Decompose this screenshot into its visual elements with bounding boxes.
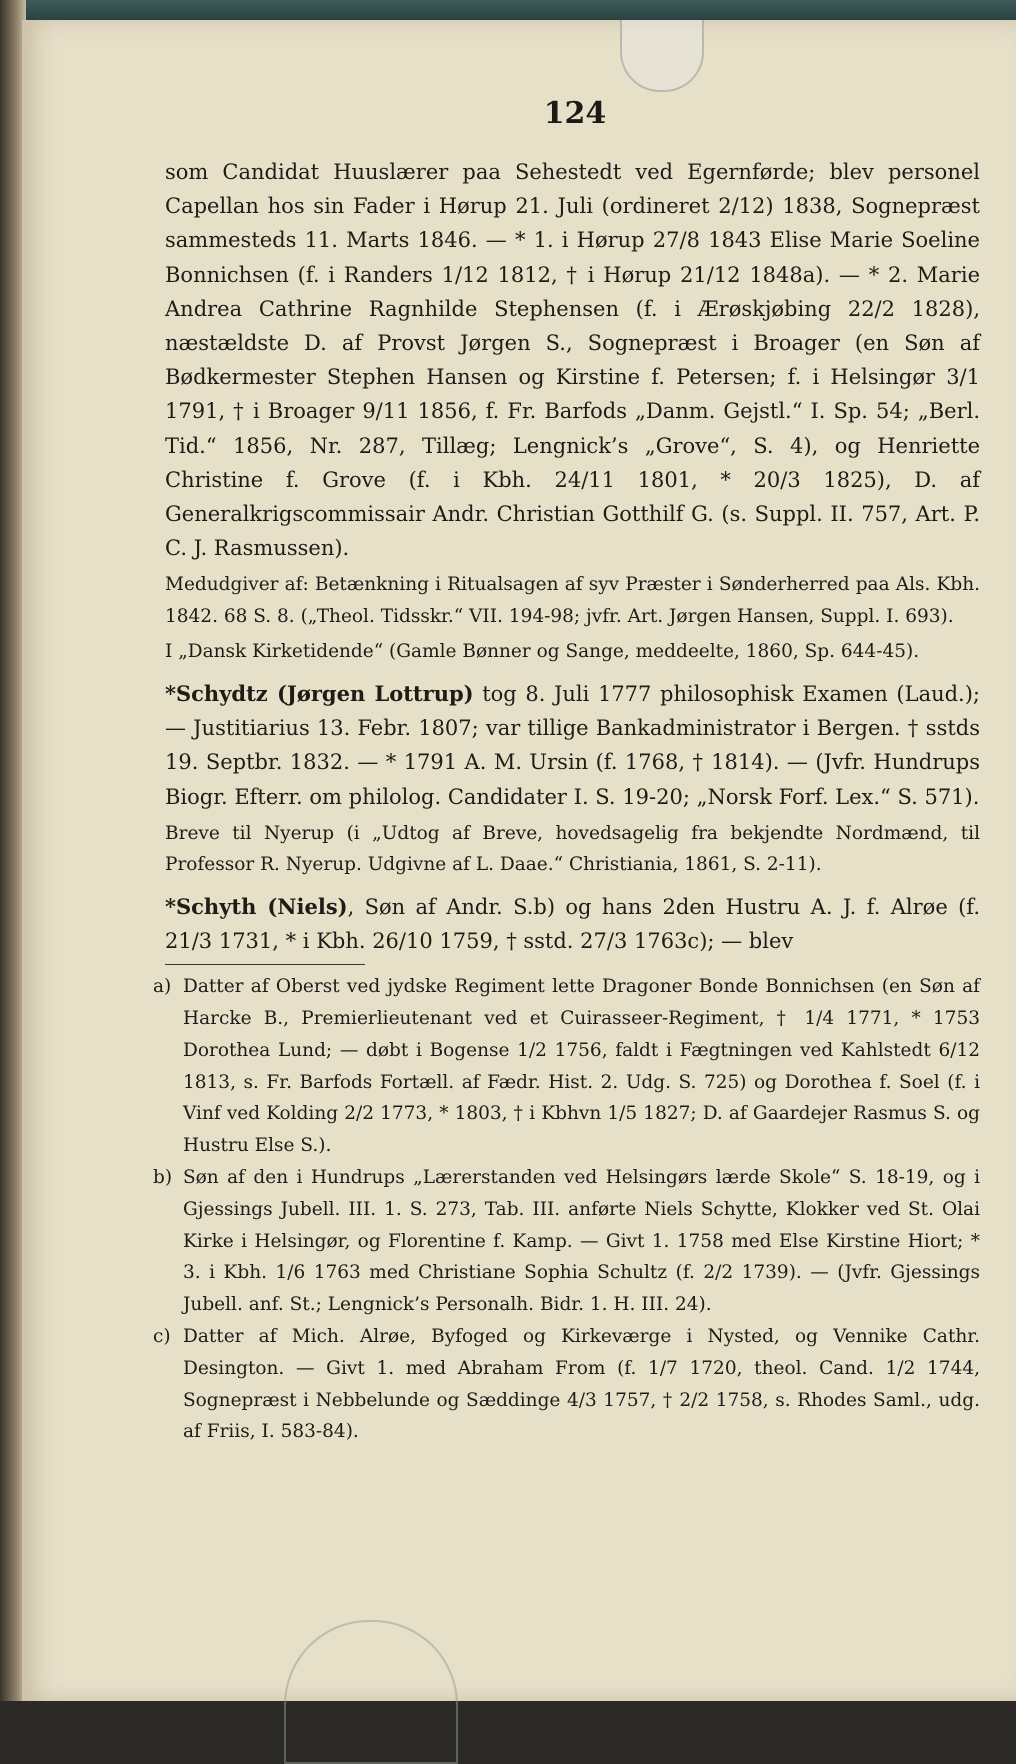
footnote-label: c) — [153, 1325, 171, 1347]
footnote-label: b) — [153, 1166, 173, 1188]
entry-schydtz-note: Breve til Nyerup (i „Udtog af Breve, hovedsagelig fra bekjendte Nordmænd, til Professor R. Nyerup. Udgivne af L. Daae.“ Christiania, 1861, S. 2-11). — [165, 822, 980, 876]
footnote-text: Søn af den i Hundrups „Lærerstanden ved Helsingørs lærde Skole“ S. 18-19, og i Gjessings Jubell. III. 1. S. 273, Tab. III. anførte Niels Schytte, Klokker ved St. Olai Kirke i Helsingør, og Florentine f. Kamp. — Givt 1. 1758 med Else Kirstine Hiort; * 3. i Kbh. 1/6 1763 med Christiane Sophia Schultz (f. 2/2 1739). — (Jvfr. Gjessings Jubell. anf. St.; Lengnick’s Personalh. Bidr. 1. H. III. 24). — [183, 1166, 980, 1316]
footnote-rule — [165, 964, 365, 965]
entry-schyth-body: , Søn af Andr. S.b) og hans 2den Hustru A. J. f. Alrøe (f. 21/3 1731, * i Kbh. 26/10 1759, † sstd. 27/3 1763c); — blev — [165, 894, 980, 953]
paragraph-medudgiver: Medudgiver af: Betænkning i Ritualsagen af syv Præster i Sønderherred paa Als. Kbh. 1842. 68 S. 8. („Theol. Tidsskr.“ VII. 194-98; jvfr. Art. Jørgen Hansen, Suppl. I. 693). — [165, 574, 980, 627]
entry-schydtz — [165, 677, 980, 814]
top-cover-band — [0, 0, 1016, 22]
entry-schydtz-head: *Schydtz (Jørgen Lottrup) — [165, 680, 474, 706]
paragraph-kirketidende: I „Dansk Kirketidende“ (Gamle Bønner og Sange, meddeelte, 1860, Sp. 644-45). — [165, 641, 920, 663]
footnote-b — [153, 1162, 980, 1321]
footnotes — [153, 971, 980, 1448]
paragraph-continuation: som Candidat Huuslærer paa Sehestedt ved Egernførde; blev personel Capellan hos sin Fader i Hørup 21. Juli (ordineret 2/12) 1838, Sognepræst sammesteds 11. Marts 1846. — * 1. i Hørup 27/8 1843 Elise Marie Soeline Bonnichsen (f. i Randers 1/12 1812, † i Hørup 21/12 1848a). — * 2. Marie Andrea Cathrine Ragnhilde Stephensen (f. i Ærøskjøbing 22/2 1828), næstældste D. af Provst Jørgen S., Sognepræst i Broager (en Søn af Bødkermester Stephen Hansen og Kirstine f. Petersen; f. i Helsingør 3/1 1791, † i Broager 9/11 1856, f. Fr. Barfods „Danm. Gejstl.“ I. Sp. 54; „Berl. Tid.“ 1856, Nr. 287, Tillæg; Lengnick’s „Grove“, S. 4), og Henriette Christine f. Grove (f. i Kbh. 24/11 1801, * 20/3 1825), D. af Generalkrigscommissair Andr. Christian Gotthilf G. (s. Suppl. II. 757, Art. P. C. J. Rasmussen). — [165, 160, 980, 561]
footnote-text: Datter af Mich. Alrøe, Byfoged og Kirkeværge i Nysted, og Vennike Cathr. Desington. — Givt 1. med Abraham From (f. 1/7 1720, theol. Cand. 1/2 1744, Sognepræst i Nebbelunde og Sæddinge 4/3 1757, † 2/2 1758, s. Rhodes Saml., udg. af Friis, I. 583-84). — [183, 1325, 980, 1443]
entry-schyth-head: *Schyth (Niels) — [165, 893, 348, 919]
page-clip-top — [620, 20, 704, 92]
page-clip-bottom — [284, 1620, 458, 1764]
footnote-a — [153, 971, 980, 1162]
entry-schydtz-body: tog 8. Juli 1777 philosophisk Examen (Laud.); — Justitiarius 13. Febr. 1807; var tillige Bankadministrator i Bergen. † sstds 19. Septbr. 1832. — * 1791 A. M. Ursin (f. 1768, † 1814). — (Jvfr. Hundrups Biogr. Efterr. om philolog. Candidater I. S. 19-20; „Norsk Forf. Lex.“ S. 571). — [165, 681, 981, 809]
footnote-text: Datter af Oberst ved jydske Regiment lette Dragoner Bonde Bonnichsen (en Søn af Harcke B., Premierlieutenant ved et Cuirasseer-Regiment, † 1/4 1771, * 1753 Dorothea Lund; — døbt i Bogense 1/2 1756, faldt i Fægtningen ved Kahlstedt 6/12 1813, s. Fr. Barfods Fortæll. af Fædr. Hist. 2. Udg. S. 725) og Dorothea f. Soel (f. i Vinf ved Kolding 2/2 1773, * 1803, † i Kbhvn 1/5 1827; D. af Gaardejer Rasmus S. og Hustru Else S.). — [183, 976, 980, 1157]
footnote-c — [153, 1321, 980, 1448]
entry-schyth — [165, 890, 980, 958]
page-number: 124 — [543, 96, 607, 131]
footnote-label: a) — [153, 976, 172, 998]
page-body — [153, 155, 981, 1448]
